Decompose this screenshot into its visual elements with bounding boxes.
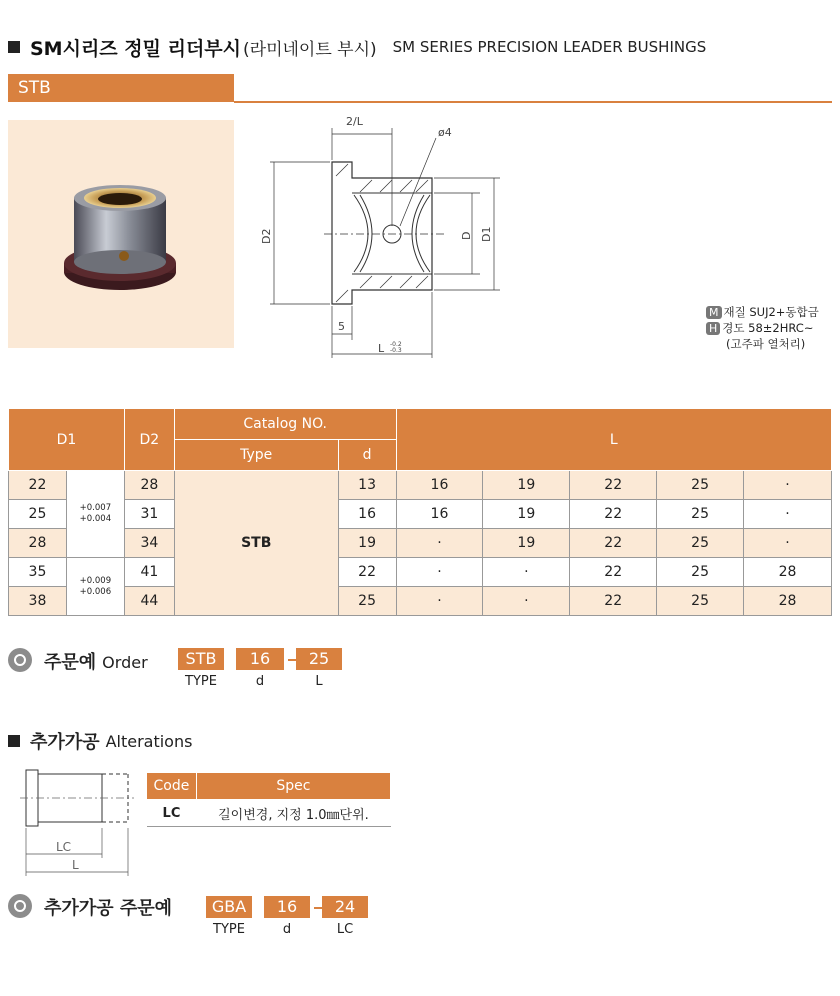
dim-5-label: 5	[338, 320, 345, 333]
header-type: Type	[174, 440, 338, 471]
material-badge: M	[706, 306, 722, 319]
cell-d1: 38	[9, 587, 67, 616]
order-caption-type: TYPE	[185, 674, 217, 689]
hardness-line	[706, 320, 832, 336]
header-l: L	[396, 409, 831, 471]
cell-d2: 34	[124, 529, 174, 558]
header-d: d	[338, 440, 396, 471]
cell-l: 16	[396, 500, 483, 529]
cell-d: 19	[338, 529, 396, 558]
cell-d1: 25	[9, 500, 67, 529]
cell-l: ·	[483, 587, 570, 616]
cell-l: ·	[744, 500, 832, 529]
alt-cell-code: LC	[147, 800, 197, 827]
alteration-drawing	[18, 766, 138, 880]
dim-l-tol-lower: -0.3	[390, 347, 402, 354]
dim-d-label: D	[460, 231, 473, 240]
cell-l: 19	[483, 471, 570, 500]
cell-l: 28	[744, 558, 832, 587]
cell-d: 13	[338, 471, 396, 500]
cell-l: 25	[657, 500, 744, 529]
order-box-l: 25	[296, 648, 342, 670]
cell-l: ·	[744, 529, 832, 558]
tol-lower: +0.004	[79, 514, 112, 524]
alt-order-caption-d: d	[282, 922, 292, 937]
page-title-en: SM SERIES PRECISION LEADER BUSHINGS	[392, 38, 707, 56]
cell-tolerance	[66, 558, 124, 616]
cell-l: 19	[483, 500, 570, 529]
technical-drawing	[250, 108, 510, 366]
page-header	[8, 32, 706, 62]
header-d1: D1	[9, 409, 125, 471]
dim-top-label: 2/L	[346, 115, 363, 128]
cell-d2: 41	[124, 558, 174, 587]
cell-l: 22	[570, 471, 657, 500]
cell-l: 22	[570, 587, 657, 616]
cell-d1: 22	[9, 471, 67, 500]
alt-order-box-d: 16	[264, 896, 310, 918]
hardness-badge: H	[706, 322, 720, 335]
section-divider	[234, 101, 832, 103]
cell-d: 16	[338, 500, 396, 529]
dim-d2-label: D2	[260, 228, 273, 244]
cell-tolerance	[66, 471, 124, 558]
cell-l: 25	[657, 471, 744, 500]
alterations-title	[8, 728, 192, 754]
alt-header-code: Code	[147, 773, 197, 800]
page-title-paren: (라미네이트 부시)	[243, 39, 377, 60]
section-tab	[8, 74, 234, 102]
cell-l: 25	[657, 558, 744, 587]
table-row	[9, 471, 832, 500]
dim-l-tol-upper: -0.2	[390, 341, 402, 348]
square-bullet-icon	[8, 735, 20, 747]
header-d2: D2	[124, 409, 174, 471]
alt-dim-lc: LC	[56, 840, 72, 854]
material-text: 재질 SUJ2+동합금	[723, 305, 819, 319]
cell-d2: 28	[124, 471, 174, 500]
order-label	[44, 648, 148, 674]
product-photo	[8, 120, 234, 348]
cell-l: 16	[396, 471, 483, 500]
material-legend	[706, 304, 832, 352]
order-label-en: Order	[102, 653, 148, 672]
alterations-table	[146, 772, 391, 827]
alt-header-spec: Spec	[196, 773, 390, 800]
alt-order-label: 추가가공 주문예	[44, 898, 172, 919]
alt-cell-spec: 길이변경, 지정 1.0㎜단위.	[196, 800, 390, 827]
material-line	[706, 304, 832, 320]
cell-l: ·	[396, 558, 483, 587]
alt-order-caption-lc: LC	[336, 922, 354, 937]
table-row	[9, 500, 832, 529]
cell-l: ·	[744, 471, 832, 500]
cell-l: ·	[396, 529, 483, 558]
page-title: SM시리즈 정밀 리더부시	[30, 37, 242, 60]
cell-l: 25	[657, 587, 744, 616]
tol-upper: +0.007	[79, 503, 112, 513]
table-row	[9, 558, 832, 587]
order-label-ko: 주문예	[44, 652, 97, 673]
order-icon	[8, 648, 32, 672]
alterations-title-ko: 추가가공	[30, 732, 100, 753]
spec-table	[8, 408, 832, 616]
cell-d1: 35	[9, 558, 67, 587]
alt-order-icon	[8, 894, 32, 918]
square-bullet-icon	[8, 41, 20, 53]
tol-upper: +0.009	[79, 575, 112, 586]
cell-l: 22	[570, 529, 657, 558]
alterations-title-en: Alterations	[105, 731, 193, 751]
table-row	[9, 529, 832, 558]
cell-d2: 44	[124, 587, 174, 616]
table-row	[147, 800, 391, 827]
cell-d1: 28	[9, 529, 67, 558]
order-caption-d: d	[255, 674, 265, 689]
table-row	[9, 587, 832, 616]
cell-l: ·	[396, 587, 483, 616]
order-box-type: STB	[178, 648, 224, 670]
alt-order-box-lc: 24	[322, 896, 368, 918]
cell-l: 22	[570, 500, 657, 529]
cell-l: ·	[483, 558, 570, 587]
dim-l-label: L	[378, 342, 385, 355]
alt-dim-l: L	[72, 858, 79, 872]
alt-order-caption-type: TYPE	[213, 922, 245, 937]
dim-hole-label: ø4	[438, 126, 452, 139]
order-box-d: 16	[236, 648, 284, 670]
dim-d1-label: D1	[480, 226, 493, 242]
tol-lower: +0.006	[79, 586, 112, 597]
hardness-note: (고주파 열처리)	[726, 337, 806, 351]
order-dash	[288, 659, 296, 661]
section-tab-label: STB	[18, 78, 51, 98]
cell-l: 25	[657, 529, 744, 558]
cell-l: 28	[744, 587, 832, 616]
header-catalog: Catalog NO.	[174, 409, 396, 440]
cell-d: 22	[338, 558, 396, 587]
order-caption-l: L	[315, 674, 323, 689]
alt-order-dash	[314, 907, 322, 909]
cell-type: STB	[174, 471, 338, 616]
cell-d: 25	[338, 587, 396, 616]
cell-l: 22	[570, 558, 657, 587]
alt-order-box-type: GBA	[206, 896, 252, 918]
cell-l: 19	[483, 529, 570, 558]
hardness-text: 경도 58±2HRC~	[722, 321, 814, 335]
cell-d2: 31	[124, 500, 174, 529]
